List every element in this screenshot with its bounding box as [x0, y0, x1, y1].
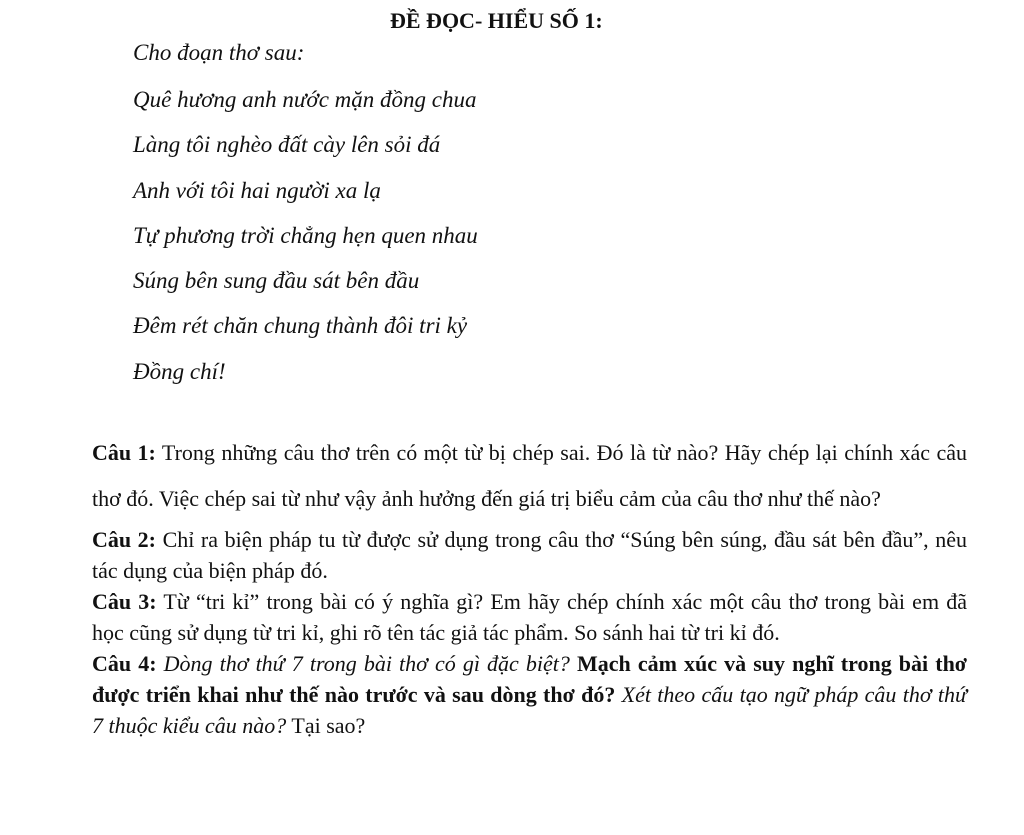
- question-3-text: Từ “tri kỉ” trong bài có ý nghĩa gì? Em hãy chép chính xác một câu thơ trong bài em đã học cũng sử dụng từ tri kỉ, ghi rõ tên tác giả tác phẩm. So sánh hai từ tri kỉ đó.: [92, 589, 967, 645]
- question-1-text: Trong những câu thơ trên có một từ bị chép sai. Đó là từ nào? Hãy chép lại chính xác câu thơ đó. Việc chép sai từ như vậy ảnh hưởng đến giá trị biểu cảm của câu thơ như thế nào?: [92, 440, 967, 511]
- question-4-label: Câu 4:: [92, 651, 157, 676]
- question-4-part-1: Dòng thơ thứ 7 trong bài thơ có gì đặc biệt?: [156, 651, 570, 676]
- poem-line-7: Đồng chí!: [133, 358, 226, 384]
- question-2: [92, 524, 967, 586]
- poem-line-3: Anh với tôi hai người xa lạ: [133, 177, 381, 203]
- questions: [92, 430, 967, 741]
- poem-line-4: Tự phương trời chẳng hẹn quen nhau: [133, 222, 478, 248]
- question-4-part-2: Mạch cảm xúc và suy nghĩ trong bài thơ được triển khai như thế nào trước và sau dòng thơ đó?: [92, 651, 967, 707]
- poem-line-2: Làng tôi nghèo đất cày lên sỏi đá: [133, 132, 441, 158]
- question-3: [92, 586, 967, 648]
- poem: [133, 82, 478, 399]
- question-4-part-4: Tại sao?: [286, 713, 366, 738]
- poem-line-1: Quê hương anh nước mặn đồng chua: [133, 87, 477, 112]
- question-1-label: Câu 1:: [92, 440, 156, 465]
- question-4-part-3: Xét theo cấu tạo ngữ pháp câu thơ thứ 7 thuộc kiểu câu nào?: [92, 682, 967, 738]
- question-2-label: Câu 2:: [92, 527, 157, 552]
- poem-line-5: Súng bên sung đầu sát bên đầu: [133, 268, 420, 294]
- poem-line-6: Đêm rét chăn chung thành đôi tri kỷ: [133, 313, 468, 339]
- question-1: [92, 430, 967, 522]
- question-4: [92, 648, 967, 741]
- question-2-text: Chỉ ra biện pháp tu từ được sử dụng trong câu thơ “Súng bên súng, đầu sát bên đầu”, nêu tác dụng của biện pháp đó.: [92, 527, 967, 583]
- document-title: ĐỀ ĐỌC- HIỂU SỐ 1:: [390, 8, 603, 33]
- question-3-label: Câu 3:: [92, 589, 157, 614]
- poem-intro: Cho đoạn thơ sau:: [133, 40, 305, 65]
